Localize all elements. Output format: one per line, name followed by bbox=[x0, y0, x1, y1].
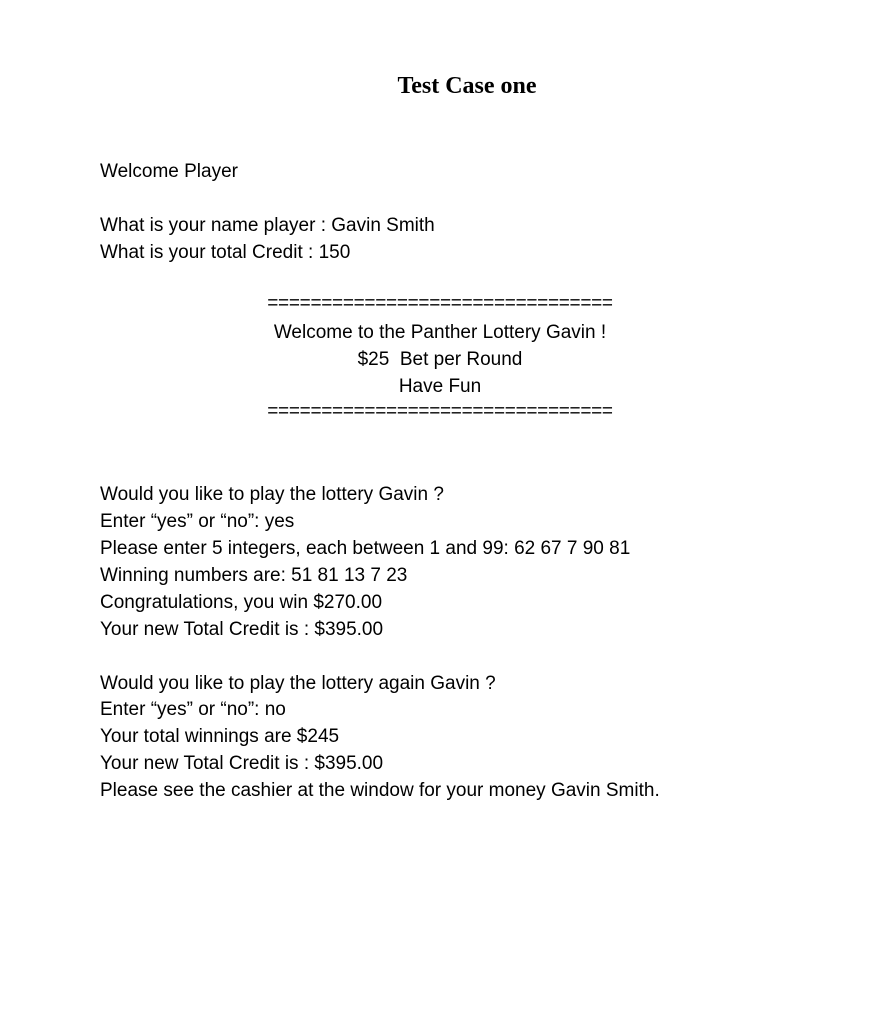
round1-congratulations: Congratulations, you win $270.00 bbox=[100, 592, 383, 613]
credit-prompt-line: What is your total Credit : 150 bbox=[100, 242, 351, 263]
welcome-player-line: Welcome Player bbox=[100, 161, 238, 182]
round2-cashier-message: Please see the cashier at the window for your money Gavin Smith. bbox=[100, 780, 660, 801]
banner-rule-bottom: ================================ bbox=[267, 401, 613, 422]
round2-total-winnings: Your total winnings are $245 bbox=[100, 726, 340, 747]
round1-credit: Your new Total Credit is : $395.00 bbox=[100, 619, 384, 640]
banner-have-fun-line: Have Fun bbox=[398, 376, 482, 397]
round2-credit: Your new Total Credit is : $395.00 bbox=[100, 753, 384, 774]
title-text: Test Case one bbox=[397, 73, 537, 99]
round1-answer: Enter “yes” or “no”: yes bbox=[100, 511, 295, 532]
banner-welcome-line: Welcome to the Panther Lottery Gavin ! bbox=[273, 322, 607, 343]
round1-numbers: Please enter 5 integers, each between 1 and 99: 62 67 7 90 81 bbox=[100, 538, 631, 559]
round1-winning-numbers: Winning numbers are: 51 81 13 7 23 bbox=[100, 565, 408, 586]
round1-question: Would you like to play the lottery Gavin ? bbox=[100, 484, 444, 505]
banner-bet-line: $25 Bet per Round bbox=[357, 349, 523, 370]
round2-answer: Enter “yes” or “no”: no bbox=[100, 699, 286, 720]
document-title bbox=[0, 70, 877, 102]
banner-rule-top: ================================ bbox=[267, 293, 613, 314]
round2-question: Would you like to play the lottery again Gavin ? bbox=[100, 673, 496, 694]
name-prompt-line: What is your name player : Gavin Smith bbox=[100, 215, 435, 236]
